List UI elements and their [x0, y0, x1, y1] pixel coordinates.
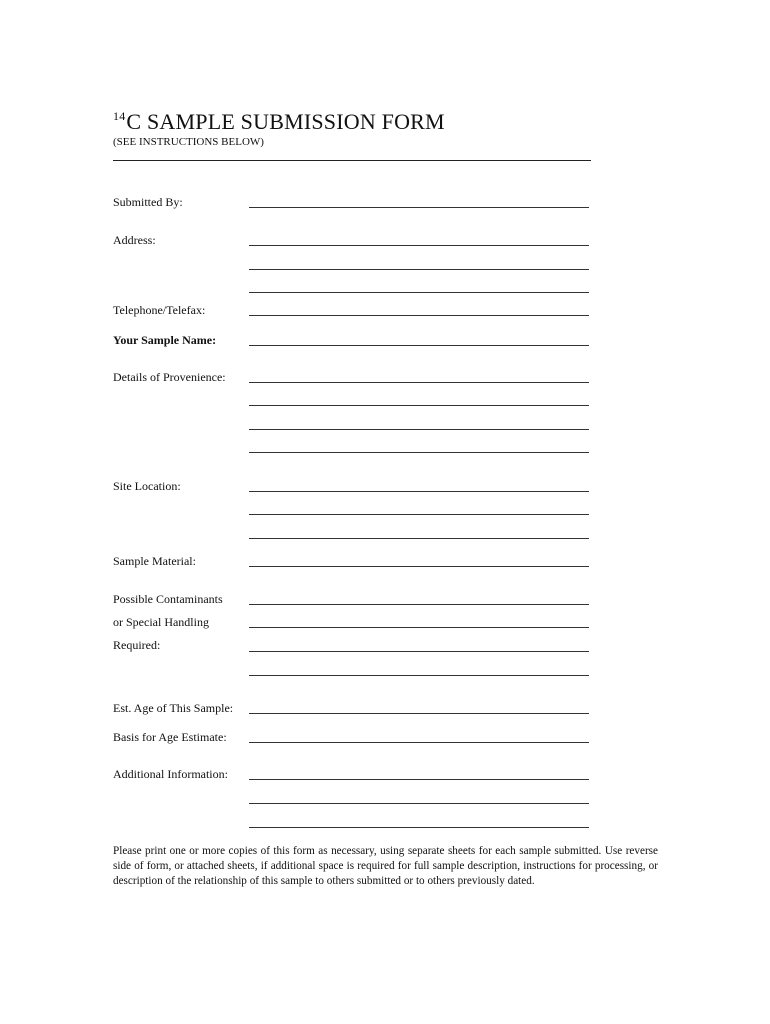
form-title — [113, 109, 445, 135]
title-text: C SAMPLE SUBMISSION FORM — [126, 109, 445, 134]
field-sample-name[interactable] — [249, 345, 589, 346]
instructions-paragraph: Please print one or more copies of this form as necessary, using separate sheets for each sample submitted. Use reverse side of form, or attached sheets, if additional space is required for full sample description, instructions for processing, or description of the relationship of this sample to others submitted or to others previously dated. — [113, 845, 658, 887]
field-additional-info-line-3[interactable] — [249, 827, 589, 828]
label-contaminants-line-1: Possible Contaminants — [113, 592, 223, 606]
label-provenience: Details of Provenience: — [113, 370, 226, 384]
title-superscript: 14 — [113, 109, 126, 123]
field-address-line-1[interactable] — [249, 245, 589, 246]
form-subtitle: (SEE INSTRUCTIONS BELOW) — [113, 136, 264, 148]
field-sample-material[interactable] — [249, 566, 589, 567]
field-contaminants-line-4[interactable] — [249, 675, 589, 676]
field-site-location-line-1[interactable] — [249, 491, 589, 492]
field-site-location-line-3[interactable] — [249, 538, 589, 539]
label-additional-info: Additional Information: — [113, 767, 228, 781]
label-site-location: Site Location: — [113, 479, 181, 493]
field-provenience-line-2[interactable] — [249, 405, 589, 406]
field-submitted-by[interactable] — [249, 207, 589, 208]
field-provenience-line-1[interactable] — [249, 382, 589, 383]
field-contaminants-line-1[interactable] — [249, 604, 589, 605]
field-est-age[interactable] — [249, 713, 589, 714]
label-contaminants-line-3: Required: — [113, 638, 161, 652]
field-address-line-2[interactable] — [249, 269, 589, 270]
field-contaminants-line-3[interactable] — [249, 651, 589, 652]
field-provenience-line-3[interactable] — [249, 429, 589, 430]
title-divider — [113, 160, 591, 161]
label-basis-age: Basis for Age Estimate: — [113, 730, 227, 744]
field-site-location-line-2[interactable] — [249, 514, 589, 515]
field-additional-info-line-2[interactable] — [249, 803, 589, 804]
label-est-age: Est. Age of This Sample: — [113, 701, 234, 715]
field-basis-age[interactable] — [249, 742, 589, 743]
field-address-line-3[interactable] — [249, 292, 589, 293]
label-sample-material: Sample Material: — [113, 554, 196, 568]
field-contaminants-line-2[interactable] — [249, 627, 589, 628]
label-submitted-by: Submitted By: — [113, 195, 183, 209]
label-telephone: Telephone/Telefax: — [113, 303, 206, 317]
field-provenience-line-4[interactable] — [249, 452, 589, 453]
label-sample-name: Your Sample Name: — [113, 333, 217, 347]
label-address: Address: — [113, 233, 156, 247]
field-additional-info-line-1[interactable] — [249, 779, 589, 780]
field-telephone[interactable] — [249, 315, 589, 316]
label-contaminants-line-2: or Special Handling — [113, 615, 209, 629]
